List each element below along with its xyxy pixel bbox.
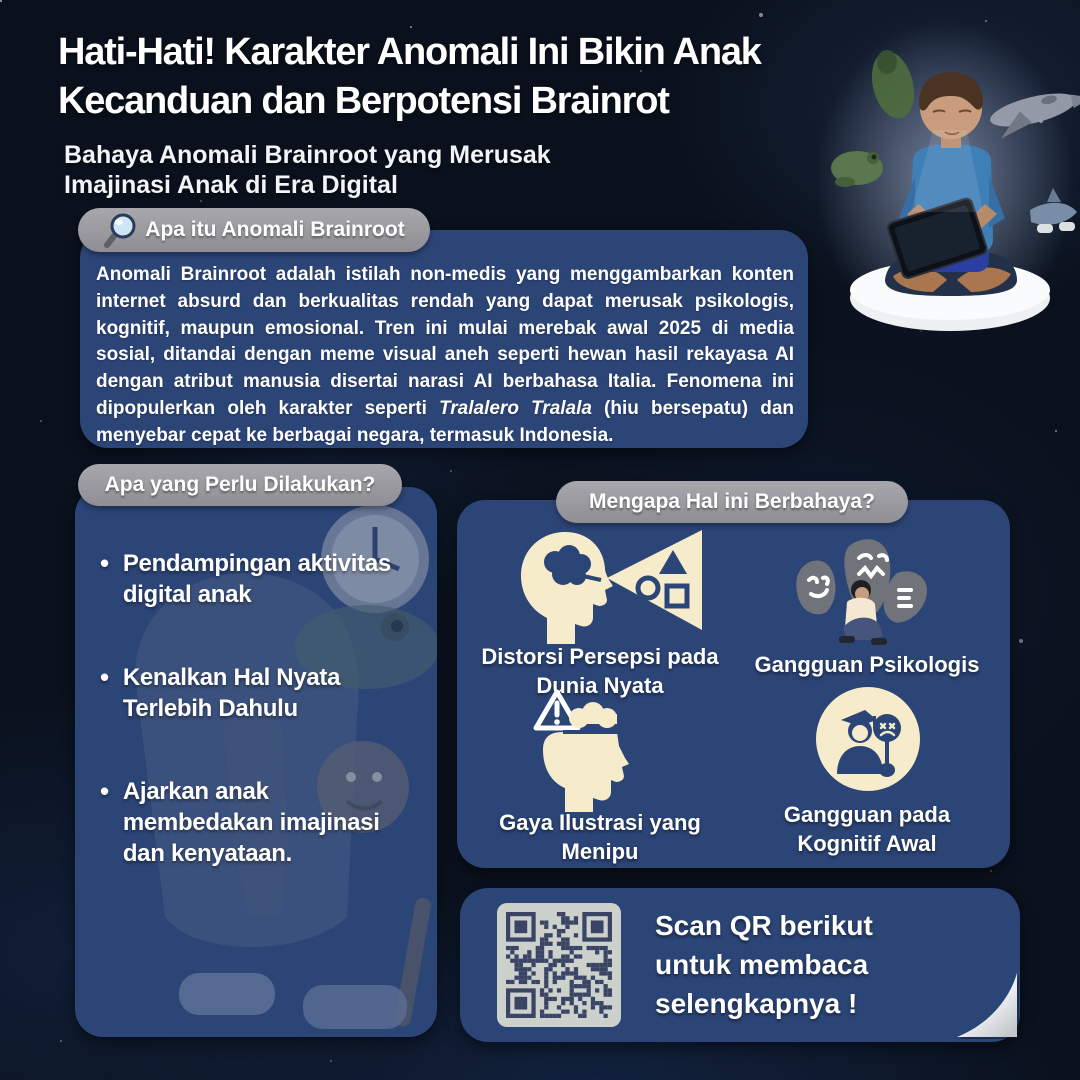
todo-list: [100, 548, 420, 921]
qr-text-line-1: Scan QR berikut: [655, 910, 873, 941]
about-badge-label: Apa itu Anomali Brainroot: [145, 218, 405, 241]
bullet-dot: •: [100, 662, 109, 692]
todo-badge-label: Apa yang Perlu Dilakukan?: [104, 473, 376, 496]
about-paragraph-part2: (hiu bersepatu) dan menyebar cepat ke berbagai negara, termasuk Indonesia.: [96, 397, 794, 446]
danger-label-1: Distorsi Persepsi pada Dunia Nyata: [481, 644, 719, 698]
early-cognitive-disorder-icon: [815, 686, 921, 792]
about-paragraph-part1: Anomali Brainroot adalah istilah non-medis yang menggambarkan konten internet absurd dan berkualitas rendah yang dapat merusak psikologis, kognitif, maupun emosional. Tren ini mulai merebak awal 2025 di media sosial, ditandai dengan meme visual aneh seperti hewan hasil rekayasa AI dengan atribut manusia disertai narasi AI berbahasa Italia. Fenomena ini dipopulerkan oleh karakter seperti: [96, 264, 794, 419]
todo-item-text: Ajarkan anak membedakan imajinasi dan kenyataan.: [122, 778, 380, 867]
page-curl-decoration: [955, 973, 1021, 1042]
about-badge: [78, 208, 430, 252]
qr-code-pattern: [506, 912, 612, 1018]
qr-code: [497, 903, 621, 1027]
danger-badge-label: Mengapa Hal ini Berbahaya?: [589, 490, 875, 513]
todo-item-text: Kenalkan Hal Nyata Terlebih Dahulu: [122, 664, 341, 722]
star-field: [0, 0, 2, 2]
subtitle-line-2: Imajinasi Anak di Era Digital: [64, 171, 398, 199]
todo-item: [100, 548, 420, 610]
title-line-1: Hati-Hati! Karakter Anomali Ini Bikin Anak: [58, 31, 761, 73]
page-subtitle: [64, 140, 644, 200]
title-line-2: Kecanduan dan Berpotensi Brainrot: [58, 80, 669, 122]
page-title: [58, 28, 888, 126]
todo-badge: [78, 464, 402, 506]
danger-label-2: Gangguan Psikologis: [754, 652, 980, 677]
about-paragraph: [96, 262, 794, 450]
boy-with-tablet-illustration: [815, 0, 1080, 345]
magnifier-icon: [103, 212, 137, 248]
subtitle-line-1: Bahaya Anomali Brainroot yang Merusak: [64, 141, 551, 169]
danger-badge: [556, 481, 908, 523]
todo-item: [100, 776, 420, 869]
danger-label-4: Gangguan pada Kognitif Awal: [783, 802, 951, 856]
todo-item: [100, 662, 420, 724]
bullet-dot: •: [100, 548, 109, 578]
qr-text-line-3: selengkapnya !: [655, 988, 858, 1019]
bullet-dot: •: [100, 776, 109, 806]
perception-distortion-icon: [517, 524, 702, 644]
about-paragraph-italic: Tralalero Tralala: [439, 397, 592, 419]
qr-text-line-2: untuk membaca: [655, 949, 869, 980]
qr-call-to-action: [655, 906, 995, 1023]
deceptive-illustration-icon: [533, 688, 658, 812]
todo-item-text: Pendampingan aktivitas digital anak: [122, 550, 391, 608]
psychological-disorder-icon: [787, 532, 937, 654]
danger-label-3: Gaya Ilustrasi yang Menipu: [499, 810, 701, 864]
